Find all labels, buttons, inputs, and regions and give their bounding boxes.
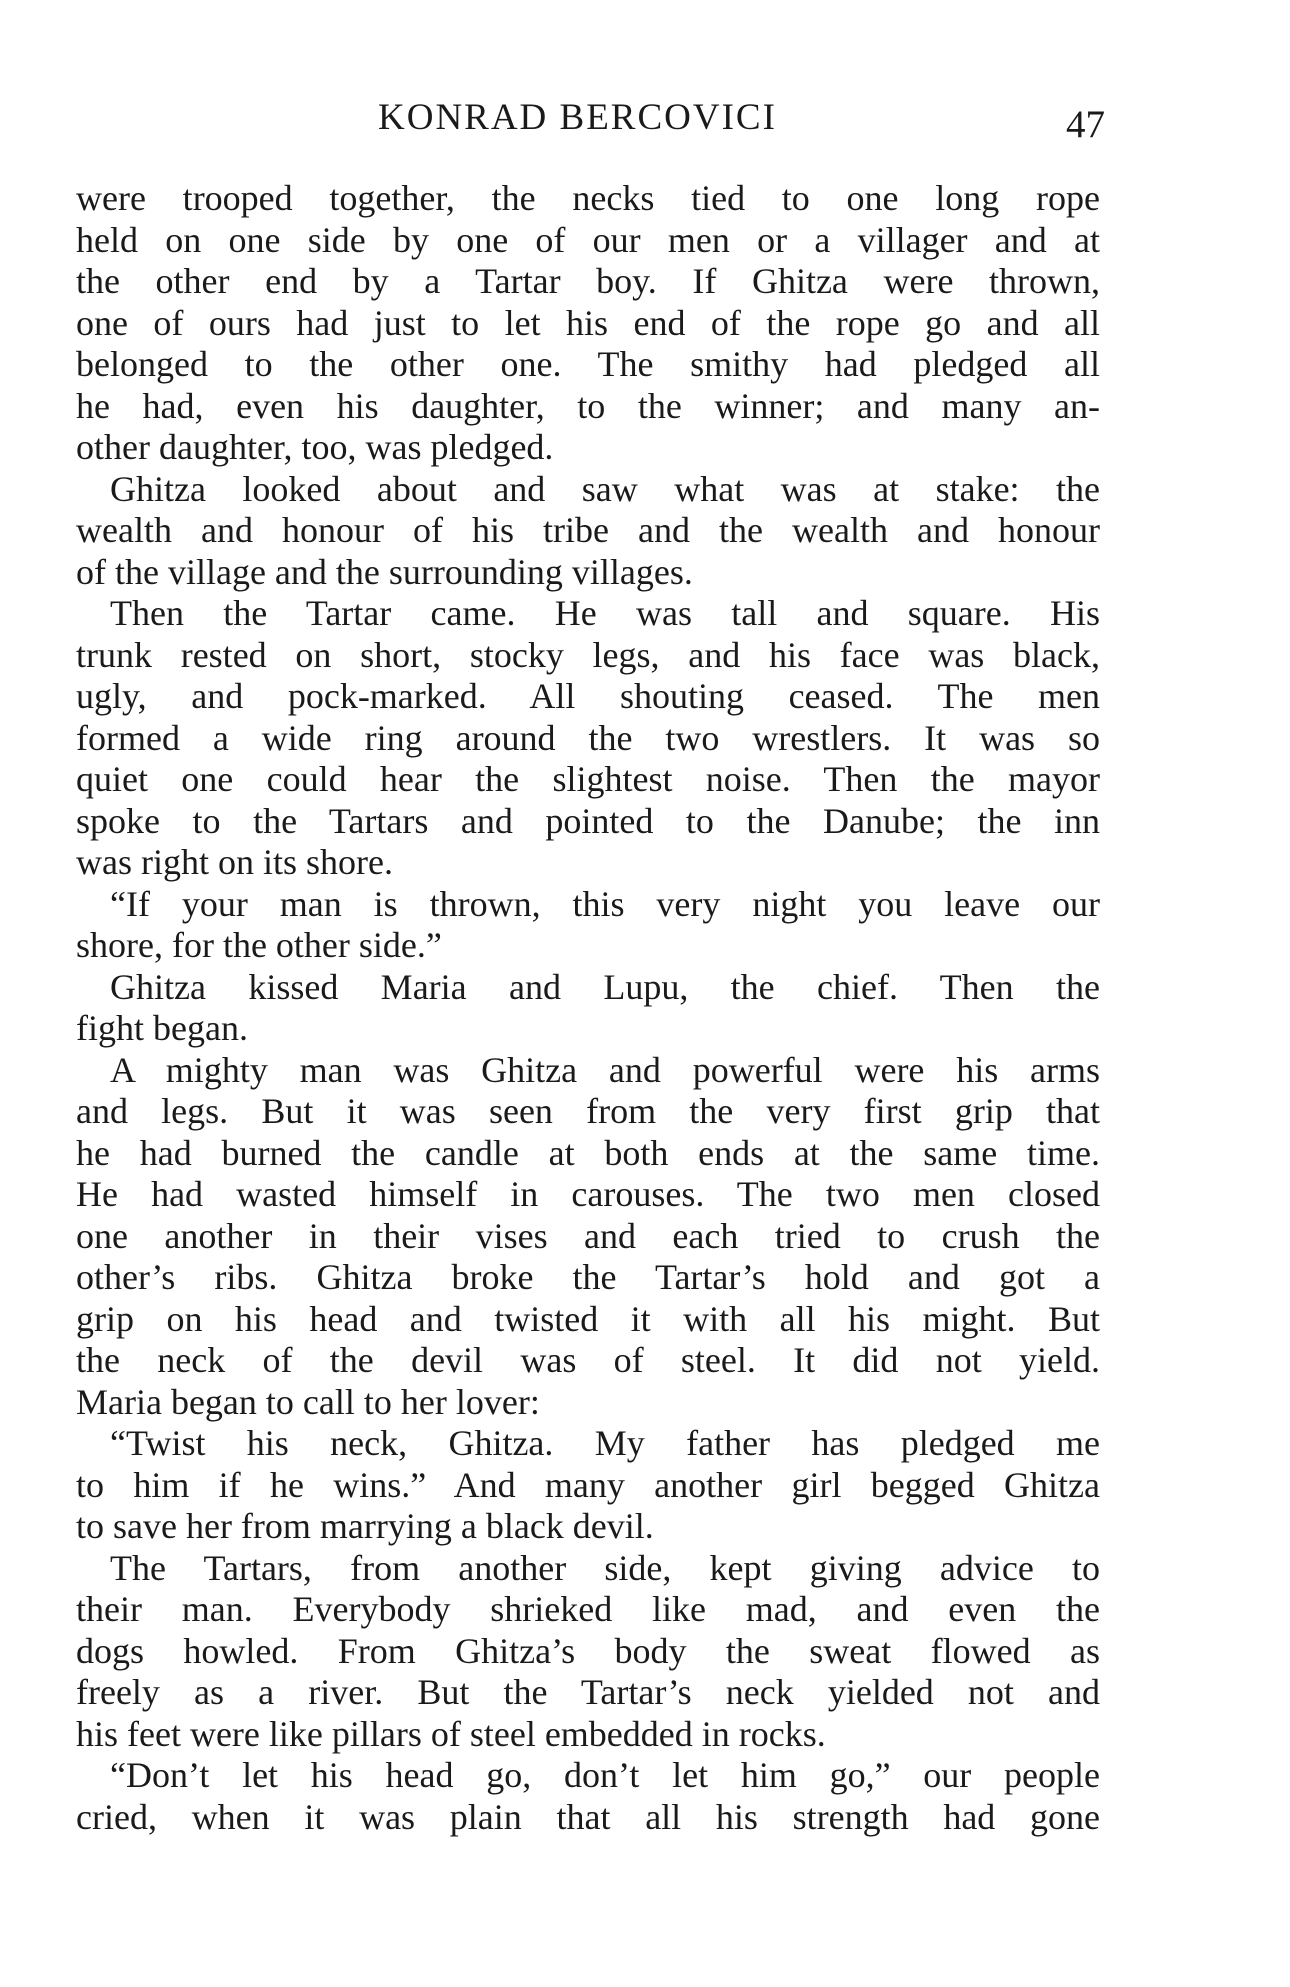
text-line: one of ours had just to let his end of the rope go and all bbox=[76, 302, 1100, 343]
text-line: other’s ribs. Ghitza broke the Tartar’s hold and got a bbox=[76, 1257, 1100, 1297]
text-line: fight began. bbox=[76, 1008, 248, 1048]
text-line: spoke to the Tartars and pointed to the Danube; the inn bbox=[76, 800, 1100, 841]
text-line: ugly, and pock-marked. All shouting ceased. The men bbox=[76, 676, 1100, 716]
text-line: A mighty man was Ghitza and powerful were his arms bbox=[110, 1049, 1100, 1090]
text-line: were trooped together, the necks tied to one long rope bbox=[76, 178, 1100, 218]
text-line: “Don’t let his head go, don’t let him go,” our people bbox=[110, 1755, 1100, 1795]
text-line: to him if he wins.” And many another girl begged Ghitza bbox=[76, 1464, 1100, 1505]
text-line: formed a wide ring around the two wrestlers. It was so bbox=[76, 717, 1100, 758]
text-line: shore, for the other side.” bbox=[76, 925, 442, 965]
text-line: the other end by a Tartar boy. If Ghitza were thrown, bbox=[76, 261, 1100, 301]
text-line: Maria began to call to her lover: bbox=[76, 1381, 540, 1422]
text-line: wealth and honour of his tribe and the wealth and honour bbox=[76, 510, 1100, 550]
text-line: trunk rested on short, stocky legs, and his face was black, bbox=[76, 634, 1100, 675]
text-line: was right on its shore. bbox=[76, 842, 393, 882]
text-line: He had wasted himself in carouses. The two men closed bbox=[76, 1174, 1100, 1214]
text-line: and legs. But it was seen from the very first grip that bbox=[76, 1091, 1100, 1131]
text-line: grip on his head and twisted it with all his might. But bbox=[76, 1298, 1100, 1339]
text-line: belonged to the other one. The smithy had pledged all bbox=[76, 344, 1100, 384]
running-head bbox=[0, 96, 1290, 146]
text-line: he had burned the candle at both ends at the same time. bbox=[76, 1132, 1100, 1173]
text-line: held on one side by one of our men or a villager and at bbox=[76, 219, 1100, 260]
running-head-title: KONRAD BERCOVICI bbox=[378, 97, 777, 138]
text-line: one another in their vises and each tried to crush the bbox=[76, 1215, 1100, 1256]
text-line: the neck of the devil was of steel. It did not yield. bbox=[76, 1340, 1100, 1380]
text-line: to save her from marrying a black devil. bbox=[76, 1506, 654, 1546]
text-line: Ghitza looked about and saw what was at stake: the bbox=[110, 468, 1100, 509]
text-line: The Tartars, from another side, kept giving advice to bbox=[110, 1547, 1100, 1588]
page-number: 47 bbox=[1066, 103, 1105, 146]
text-line: Ghitza kissed Maria and Lupu, the chief. Then the bbox=[110, 966, 1100, 1007]
text-line: quiet one could hear the slightest noise. Then the mayor bbox=[76, 759, 1100, 799]
text-line: dogs howled. From Ghitza’s body the sweat flowed as bbox=[76, 1630, 1100, 1671]
text-line: Then the Tartar came. He was tall and square. His bbox=[110, 593, 1100, 633]
text-line: of the village and the surrounding villages. bbox=[76, 551, 693, 592]
text-line: cried, when it was plain that all his strength had gone bbox=[76, 1796, 1100, 1837]
text-line: his feet were like pillars of steel embedded in rocks. bbox=[76, 1713, 826, 1754]
text-line: other daughter, too, was pledged. bbox=[76, 427, 554, 467]
text-line: their man. Everybody shrieked like mad, and even the bbox=[76, 1589, 1100, 1629]
body-text bbox=[76, 178, 1100, 1838]
text-line: “If your man is thrown, this very night you leave our bbox=[110, 883, 1100, 924]
text-line: “Twist his neck, Ghitza. My father has pledged me bbox=[110, 1423, 1100, 1463]
text-line: freely as a river. But the Tartar’s neck yielded not and bbox=[76, 1672, 1100, 1712]
text-line: he had, even his daughter, to the winner; and many an- bbox=[76, 385, 1100, 426]
